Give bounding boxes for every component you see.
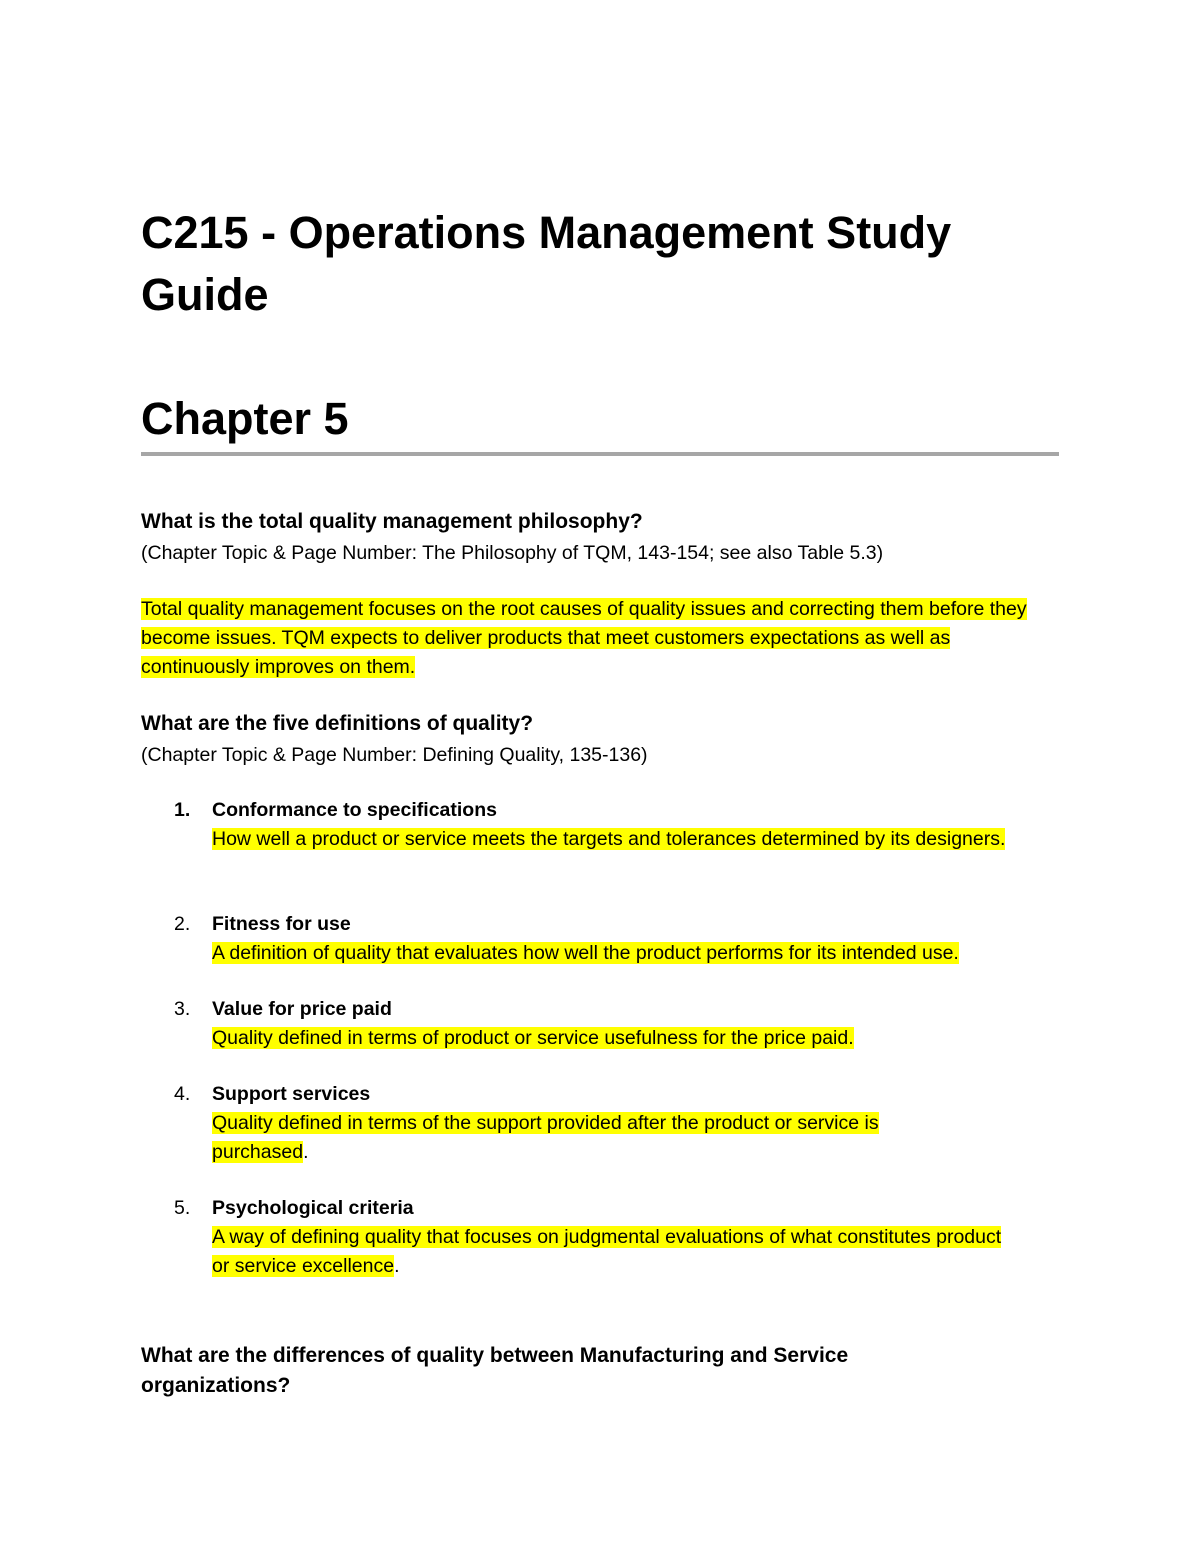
definition-term: Value for price paid: [212, 998, 392, 1020]
list-number: 4.: [174, 1083, 191, 1105]
chapter-divider: [141, 452, 1059, 456]
definition-term: Psychological criteria: [212, 1197, 414, 1219]
question-tqm-philosophy: What is the total quality management philosophy?: [141, 510, 643, 533]
list-number: 3.: [174, 998, 191, 1020]
definition-suffix: .: [303, 1141, 309, 1163]
document-title: C215 - Operations Management Study Guide: [141, 207, 952, 320]
definition-description: Quality defined in terms of the support provided after the product or service is purchased.: [212, 1112, 879, 1163]
definition-description: A definition of quality that evaluates how well the product performs for its intended use.: [212, 942, 959, 964]
question-manufacturing-vs-service: What are the differences of quality between Manufacturing and Service organizations?: [141, 1344, 849, 1397]
answer-tqm-philosophy: [141, 595, 1061, 682]
page-reference-defining-quality: (Chapter Topic & Page Number: Defining Quality, 135-136): [141, 744, 648, 766]
highlighted-answer-text: Total quality management focuses on the root causes of quality issues and correcting them before they become issues. TQM expects to deliver products that meet customers expectations as well as continuously improves on them.: [141, 598, 1027, 678]
question-five-definitions: What are the five definitions of quality?: [141, 712, 534, 735]
definition-description: How well a product or service meets the targets and tolerances determined by its designers.: [212, 828, 1006, 850]
list-number: 2.: [174, 913, 191, 935]
definition-term: Fitness for use: [212, 913, 351, 935]
definition-term: Support services: [212, 1083, 371, 1105]
list-number: 5.: [174, 1197, 191, 1219]
page-reference-tqm: (Chapter Topic & Page Number: The Philosophy of TQM, 143-154; see also Table 5.3): [141, 542, 884, 564]
definition-term: Conformance to specifications: [212, 799, 497, 821]
list-number: 1.: [174, 799, 191, 821]
definition-suffix: .: [394, 1255, 400, 1277]
chapter-heading: Chapter 5: [141, 393, 349, 444]
definition-description: A way of defining quality that focuses on judgmental evaluations of what constitutes product or service excellence.: [212, 1226, 1002, 1277]
definition-description: Quality defined in terms of product or service usefulness for the price paid.: [212, 1027, 854, 1049]
